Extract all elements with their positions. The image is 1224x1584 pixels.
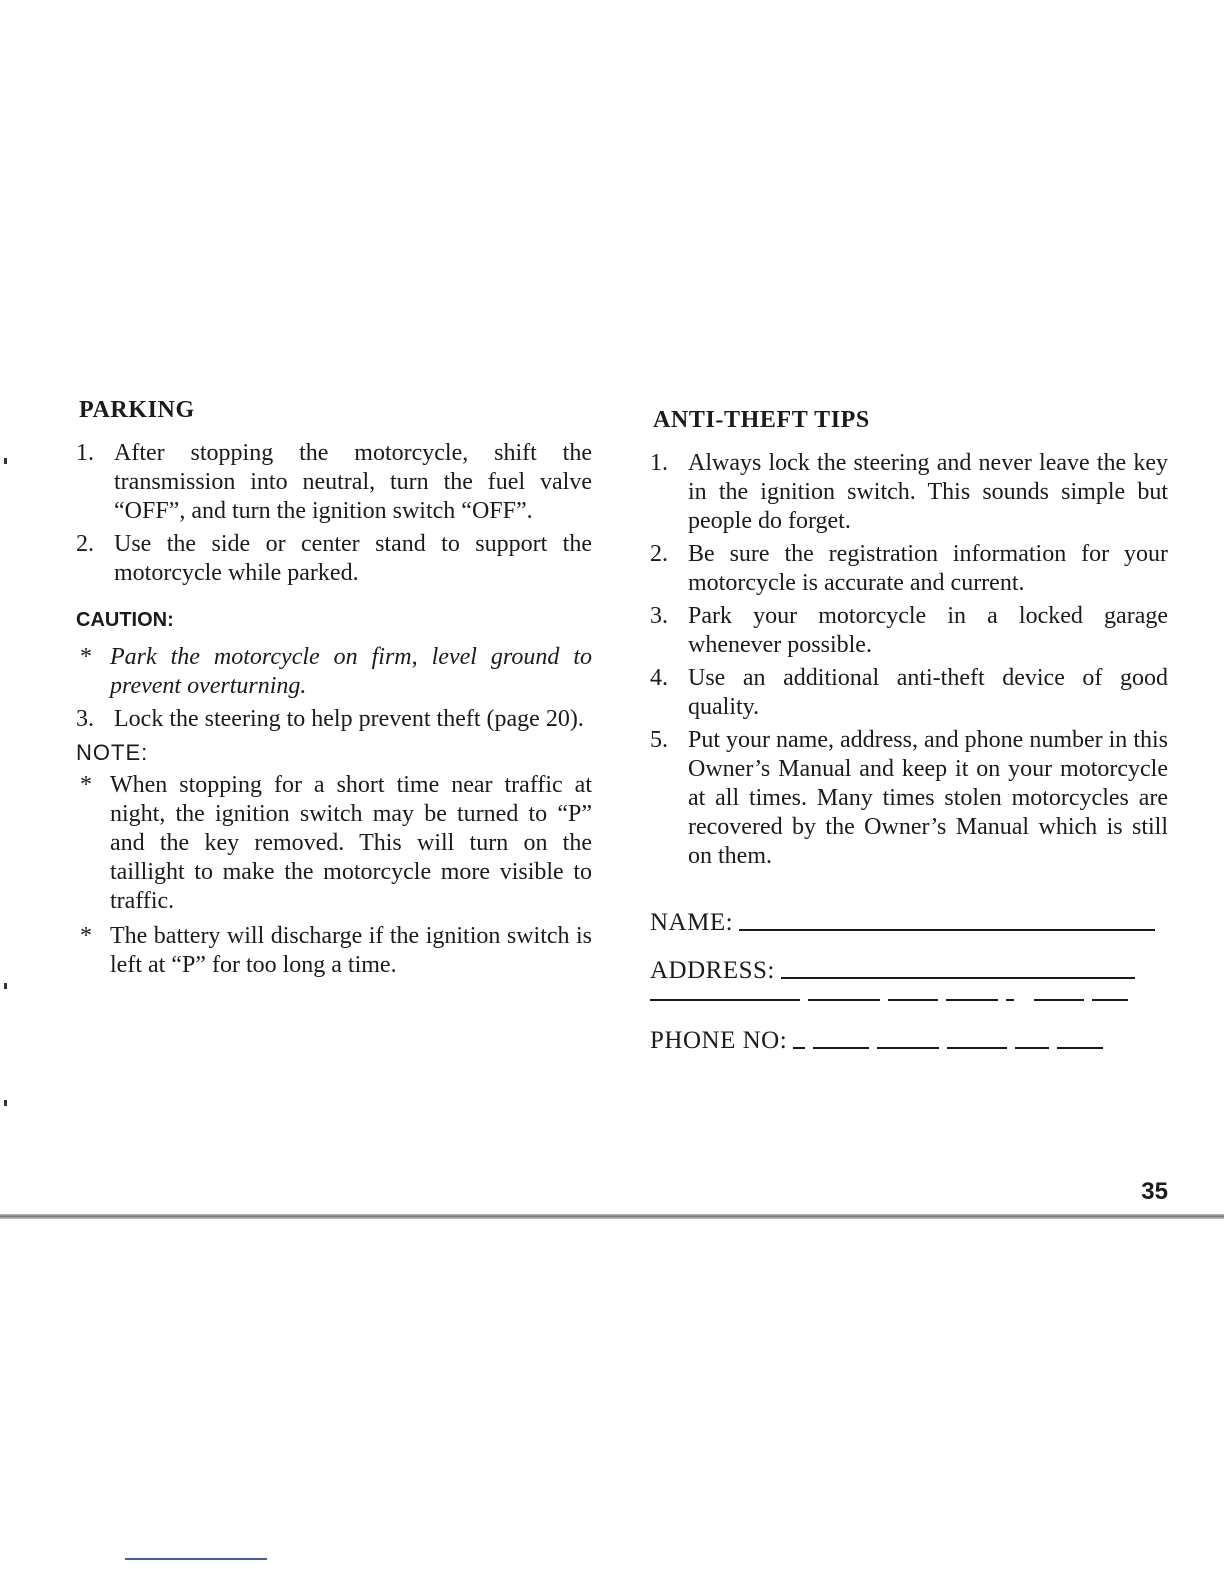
asterisk-bullet: * (80, 772, 92, 798)
item-number: 2. (76, 531, 94, 557)
phone-label: PHONE NO: (650, 1027, 788, 1054)
item-number: 4. (650, 665, 668, 691)
item-text: Use the side or center stand to support the motorcycle while parked. (114, 531, 592, 586)
asterisk-bullet: * (80, 644, 92, 670)
name-field-line[interactable] (739, 925, 1155, 931)
line-segment (1006, 999, 1014, 1001)
item-number: 1. (650, 450, 668, 476)
item-number: 3. (76, 706, 94, 732)
item-text: Be sure the registration information for your motorcycle is accurate and current. (688, 541, 1168, 596)
anti-theft-heading: ANTI-THEFT TIPS (653, 407, 870, 433)
note-item (76, 922, 592, 980)
line-segment (1092, 999, 1128, 1001)
address-row (650, 945, 1168, 985)
name-label: NAME: (650, 909, 734, 936)
page-number: 35 (1141, 1178, 1168, 1205)
item-text: Put your name, address, and phone number in this Owner’s Manual and keep it on your motorcycle at all times. Many times stolen motorcycles are recovered by the Owner’s Manual which is still on them. (688, 727, 1168, 869)
item-number: 1. (76, 440, 94, 466)
list-item (650, 664, 1168, 722)
item-number: 5. (650, 727, 668, 753)
line-segment (808, 999, 880, 1001)
scan-edge-mark (4, 983, 7, 989)
line-segment (1015, 1047, 1049, 1049)
line-segment (1034, 999, 1084, 1001)
line-segment (813, 1047, 869, 1049)
anti-theft-section (650, 406, 1168, 1063)
parking-list (76, 439, 592, 588)
note-text: When stopping for a short time near traffic at night, the ignition switch may be turned to “P” and the key removed. This will turn on the taillight to make the motorcycle more visible to traffic. (110, 772, 592, 914)
caution-text: Park the motorcycle on firm, level ground to prevent overturning. (110, 644, 592, 699)
line-segment (650, 999, 800, 1001)
item-text: After stopping the motorcycle, shift the transmission into neutral, turn the fuel valve “OFF”, and turn the ignition switch “OFF”. (114, 440, 592, 524)
asterisk-bullet: * (80, 923, 92, 949)
parking-heading: PARKING (79, 397, 195, 423)
address-field-line[interactable] (781, 973, 1135, 979)
note-item (76, 771, 592, 916)
footer-short-rule (125, 1558, 267, 1560)
anti-theft-list (650, 449, 1168, 871)
list-item (650, 540, 1168, 598)
scan-edge-mark (4, 1100, 7, 1106)
caution-text-block (76, 643, 592, 701)
scan-edge-mark (4, 458, 7, 464)
parking-section (76, 396, 592, 986)
address-continuation-line[interactable] (650, 999, 1162, 1001)
list-item (650, 602, 1168, 660)
note-label: NOTE: (76, 740, 149, 765)
line-segment (946, 999, 998, 1001)
item-text: Always lock the steering and never leave the key in the ignition switch. This sounds simple but people do forget. (688, 450, 1168, 534)
line-segment (888, 999, 938, 1001)
item-text: Lock the steering to help prevent theft (page 20). (114, 706, 584, 732)
item-number: 3. (650, 603, 668, 629)
list-item (76, 530, 592, 588)
phone-field-line[interactable] (1057, 1047, 1103, 1049)
line-segment (947, 1047, 1007, 1049)
owner-info-form (650, 897, 1168, 1055)
caution-label: CAUTION: (76, 609, 174, 631)
item-text: Use an additional anti-theft device of good quality. (688, 665, 1168, 720)
list-item (76, 705, 592, 734)
item-number: 2. (650, 541, 668, 567)
address-label: ADDRESS: (650, 957, 775, 984)
line-segment (793, 1047, 805, 1049)
note-text: The battery will discharge if the ignition switch is left at “P” for too long a time. (110, 923, 592, 978)
phone-row (650, 1015, 1168, 1055)
line-segment (877, 1047, 939, 1049)
list-item (650, 726, 1168, 871)
list-item (76, 439, 592, 526)
name-row (650, 897, 1168, 937)
list-item (650, 449, 1168, 536)
item-text: Park your motorcycle in a locked garage whenever possible. (688, 603, 1168, 658)
page-bottom-rule (0, 1214, 1224, 1219)
